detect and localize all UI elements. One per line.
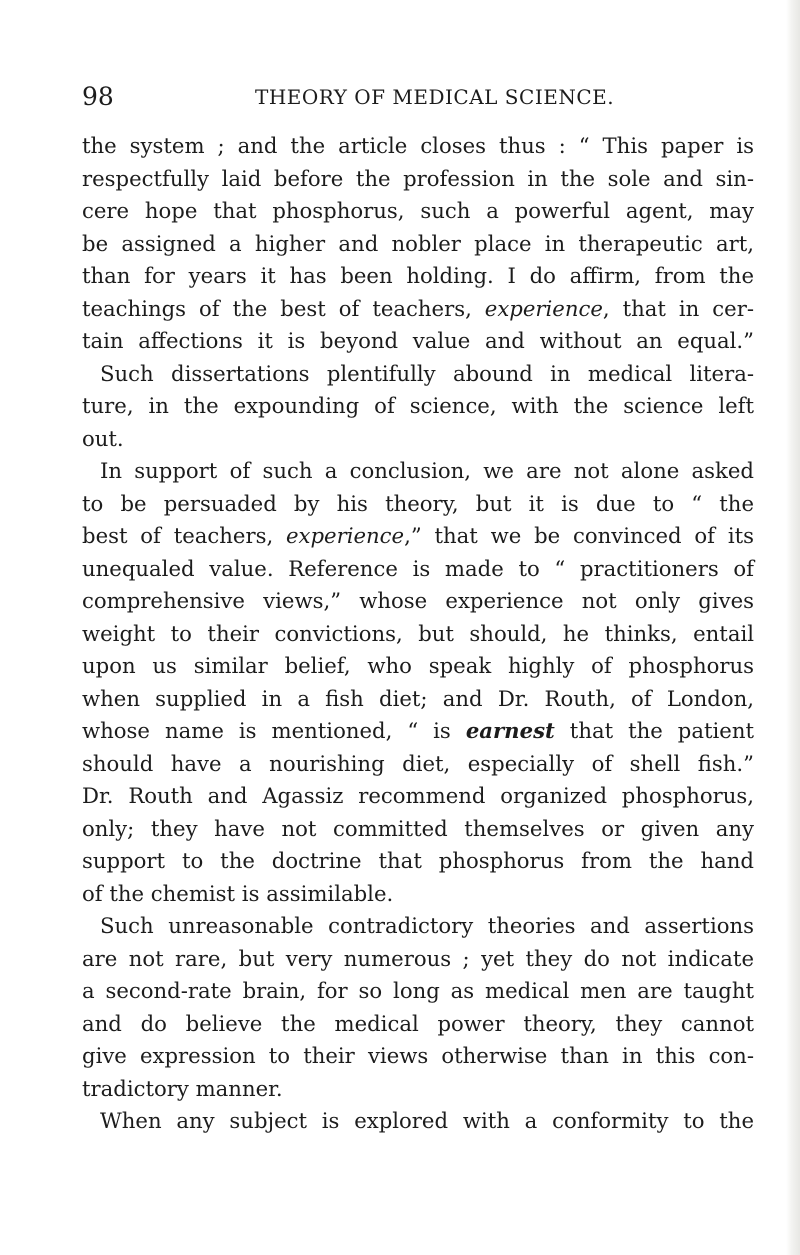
paragraph-start-line: In support of such a conclusion, we are not alone asked <box>100 458 754 483</box>
text-line: tain affections it is beyond value and without an equal.” <box>82 328 754 353</box>
text-line: best of teachers, experience,” that we be convinced of its <box>82 523 754 548</box>
text-line: teachings of the best of teachers, experience, that in cer- <box>82 295 754 321</box>
text-line: a second-rate brain, for so long as medical men are taught <box>82 978 754 1003</box>
text-line: and do believe the medical power theory, they cannot <box>82 1010 754 1036</box>
text-line: cere hope that phosphorus, such a powerful agent, may <box>82 198 754 223</box>
text-line: whose name is mentioned, “ is earnest that the patient <box>82 718 754 743</box>
text-line: unequaled value. Reference is made to “ practitioners of <box>82 555 754 581</box>
text-line: comprehensive views,” whose experience not only gives <box>82 588 754 613</box>
paragraph-end-line: out. <box>82 425 124 451</box>
text-line: Dr. Routh and Agassiz recommend organized phosphorus, <box>82 783 754 808</box>
text-line: only; they have not committed themselves or given any <box>82 815 754 841</box>
text-line: be assigned a higher and nobler place in therapeutic art, <box>82 230 754 256</box>
paragraph-start-line: When any subject is explored with a conformity to the <box>100 1108 754 1133</box>
emphasis-text: experience <box>286 523 405 548</box>
paragraph-end-line: tradictory manner. <box>82 1075 283 1101</box>
paragraph-end-line: of the chemist is assimilable. <box>82 880 394 906</box>
text-line: support to the doctrine that phosphorus from the hand <box>82 848 754 873</box>
running-head <box>82 82 742 112</box>
text-line: are not rare, but very numerous ; yet they do not indicate <box>82 945 754 971</box>
page-number: 98 <box>82 82 114 111</box>
text-line: should have a nourishing diet, especially of shell fish.” <box>82 750 754 776</box>
text-line: than for years it has been holding. I do affirm, from the <box>82 263 754 288</box>
text-line: when supplied in a fish diet; and Dr. Routh, of London, <box>82 685 754 711</box>
paragraph-start-line: Such dissertations plentifully abound in medical litera- <box>100 360 754 386</box>
text-line: to be persuaded by his theory, but it is due to “ the <box>82 490 754 516</box>
text-line: give expression to their views otherwise than in this con- <box>82 1043 754 1068</box>
paragraph-start-line: Such unreasonable contradictory theories and assertions <box>100 913 754 938</box>
running-title: THEORY OF MEDICAL SCIENCE. <box>255 85 615 109</box>
body-text <box>82 130 754 1138</box>
text-line: the system ; and the article closes thus : “ This paper is <box>82 133 754 158</box>
text-line: upon us similar belief, who speak highly of phosphorus <box>82 653 754 678</box>
text-line: respectfully laid before the profession in the sole and sin- <box>82 165 754 191</box>
text-line: ture, in the expounding of science, with the science left <box>82 393 754 418</box>
emphasis-text: experience <box>484 295 603 321</box>
text-line: weight to their convictions, but should, he thinks, entail <box>82 620 754 646</box>
emphasis-text: earnest <box>465 718 555 743</box>
page-edge-shadow <box>786 0 800 1255</box>
